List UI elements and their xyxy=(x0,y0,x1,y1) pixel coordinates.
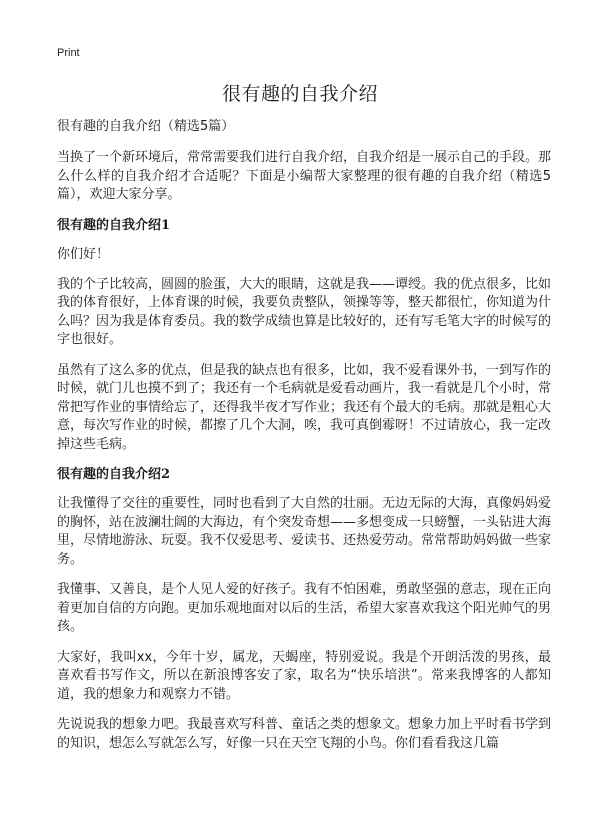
page-title: 很有趣的自我介绍 xyxy=(221,83,378,105)
document-body xyxy=(57,118,551,765)
print-link[interactable]: Print xyxy=(57,47,80,59)
document-subtitle: 很有趣的自我介绍（精选5篇） xyxy=(57,119,235,134)
intro-paragraph: 当换了一个新环境后，常常需要我们进行自我介绍，自我介绍是一展示自己的手段。那么什么样的自我介绍才合适呢？下面是小编帮大家整理的很有趣的自我介绍（精选5篇），欢迎大家分享。 xyxy=(57,150,552,202)
section-1-paragraph: 你们好！ xyxy=(57,246,110,262)
section-1-paragraph: 我的个子比较高，圆圆的脸蛋，大大的眼睛，这就是我——谭绶。我的优点很多，比如我的体育很好，上体育课的时候，我要负责整队，领操等等，整天都很忙，你知道为什么吗？因为我是体育委员。我的数学成绩也算是比较好的，还有写毛笔大字的时候写的字也很好。 xyxy=(57,276,552,347)
section-2-paragraph: 先说说我的想象力吧。我最喜欢写科普、童话之类的想象文。想象力加上平时看书学到的知识，想怎么写就怎么写，好像一只在天空飞翔的小鸟。你们看看我这几篇 xyxy=(57,717,552,751)
section-2-paragraph: 我懂事、又善良，是个人见人爱的好孩子。我有不怕困难，勇敢坚强的意志，现在正向着更加自信的方向跑。更加乐观地面对以后的生活，希望大家喜欢我这个阳光帅气的男孩。 xyxy=(57,582,552,634)
section-2-paragraph: 让我懂得了交往的重要性，同时也看到了大自然的壮丽。无边无际的大海，真像妈妈爱的胸怀，站在波澜壮阔的大海边，有个突发奇想——多想变成一只螃蟹，一头钻进大海里，尽情地游泳、玩耍。我不仅爱思考、爱读书、还热爱劳动。常常帮助妈妈做一些家务。 xyxy=(57,496,552,567)
section-heading-2: 很有趣的自我介绍2 xyxy=(57,467,171,482)
section-2-paragraph: 大家好，我叫xx，今年十岁，属龙，天蝎座，特别爱说。我是个开朗活泼的男孩，最喜欢看书写作文，所以在新浪博客安了家，取名为“快乐培洪”。常来我博客的人都知道，我的想象力和观察力不错。 xyxy=(57,649,551,702)
section-heading-1: 很有趣的自我介绍1 xyxy=(57,217,171,233)
section-1-paragraph: 虽然有了这么多的优点，但是我的缺点也有很多，比如，我不爱看课外书，一到写作的时候，就门儿也摸不到了；我还有一个毛病就是爱看动画片，我一看就是几个小时，常常把写作业的事情给忘了，还得我半夜才写作业；我还有个最大的毛病。那就是粗心大意，每次写作业的时候，都擦了几个大洞，唉，我可真倒霉呀！不过请放心，我一定改掉这些毛病。 xyxy=(57,362,552,452)
